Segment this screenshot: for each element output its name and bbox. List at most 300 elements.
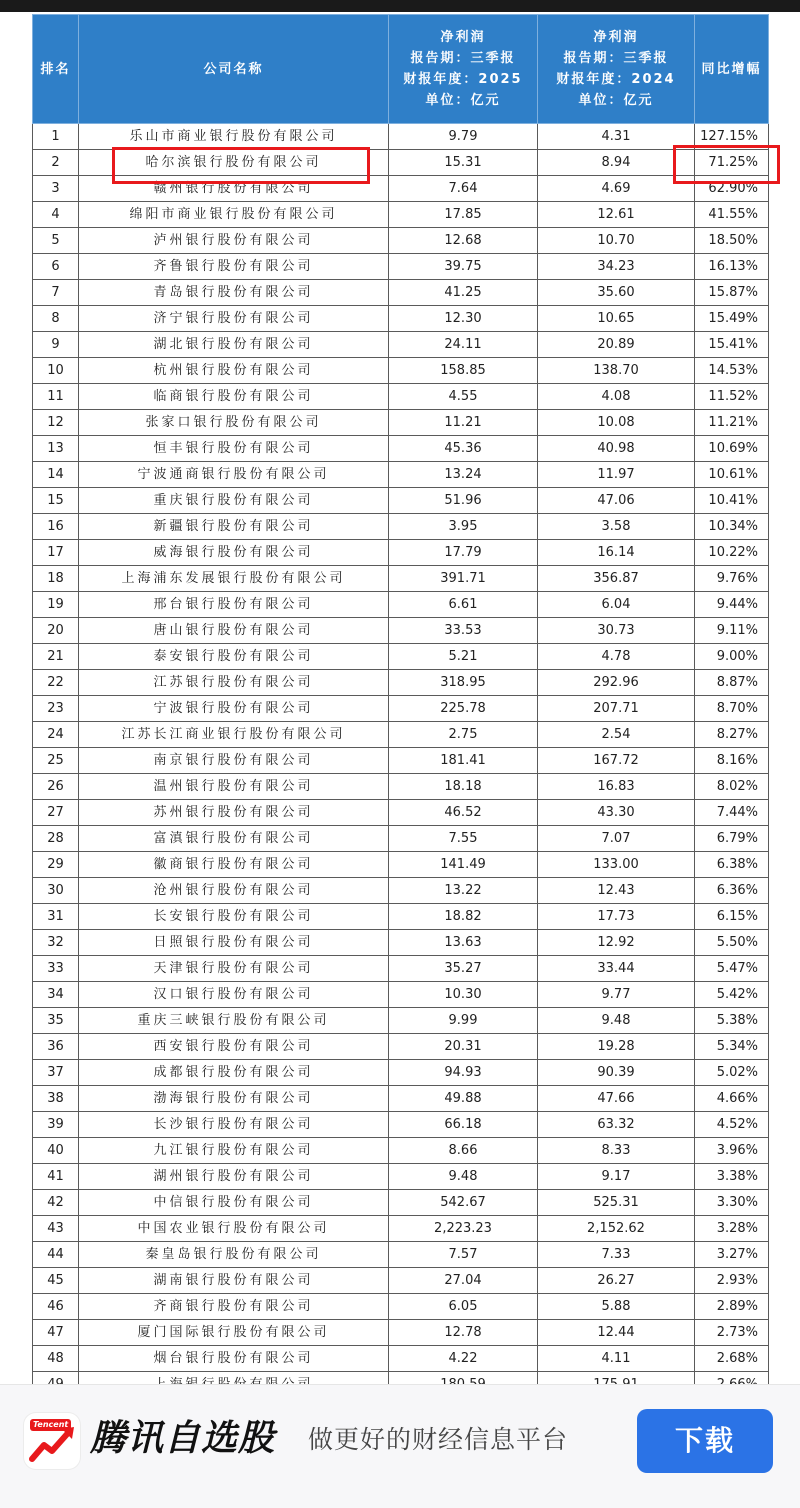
company-name-cell: 邢台银行股份有限公司 [79,592,389,618]
table-row [33,124,769,150]
net-profit-2024-cell: 12.92 [538,930,695,956]
net-profit-2024-cell: 12.44 [538,1320,695,1346]
net-profit-2025-cell: 6.05 [389,1294,538,1320]
net-profit-2024-cell: 12.43 [538,878,695,904]
company-name-cell: 重庆三峡银行股份有限公司 [79,1008,389,1034]
table-row [33,1346,769,1372]
yoy-growth-cell: 9.11% [695,618,769,644]
company-name-cell: 湖北银行股份有限公司 [79,332,389,358]
rank-cell: 22 [33,670,79,696]
table-row [33,280,769,306]
rank-cell: 30 [33,878,79,904]
net-profit-2025-cell: 12.30 [389,306,538,332]
table-body [33,124,769,1398]
net-profit-2025-cell: 10.30 [389,982,538,1008]
header-yoy-growth: 同比增幅 [695,15,769,124]
table-row [33,800,769,826]
rank-cell: 8 [33,306,79,332]
table-row [33,202,769,228]
rank-cell: 5 [33,228,79,254]
net-profit-2025-cell: 13.63 [389,930,538,956]
company-name-cell: 温州银行股份有限公司 [79,774,389,800]
net-profit-2025-cell: 2.75 [389,722,538,748]
net-profit-2025-cell: 2,223.23 [389,1216,538,1242]
rank-cell: 19 [33,592,79,618]
yoy-growth-cell: 8.87% [695,670,769,696]
table-row [33,878,769,904]
net-profit-2025-cell: 318.95 [389,670,538,696]
rank-cell: 42 [33,1190,79,1216]
company-name-cell: 湖州银行股份有限公司 [79,1164,389,1190]
rank-cell: 26 [33,774,79,800]
net-profit-2025-cell: 5.21 [389,644,538,670]
table-row [33,306,769,332]
net-profit-2024-cell: 4.69 [538,176,695,202]
rank-cell: 41 [33,1164,79,1190]
app-logo [24,1413,80,1469]
net-profit-2025-cell: 18.82 [389,904,538,930]
company-name-cell: 泰安银行股份有限公司 [79,644,389,670]
rank-cell: 13 [33,436,79,462]
net-profit-2025-cell: 12.68 [389,228,538,254]
company-name-cell: 齐商银行股份有限公司 [79,1294,389,1320]
company-name-cell: 宁波银行股份有限公司 [79,696,389,722]
net-profit-2024-cell: 90.39 [538,1060,695,1086]
net-profit-2024-cell: 63.32 [538,1112,695,1138]
company-name-cell: 临商银行股份有限公司 [79,384,389,410]
net-profit-2024-cell: 7.33 [538,1242,695,1268]
net-profit-2025-cell: 66.18 [389,1112,538,1138]
rank-cell: 24 [33,722,79,748]
company-name-cell: 杭州银行股份有限公司 [79,358,389,384]
table-row [33,1190,769,1216]
yoy-growth-cell: 11.52% [695,384,769,410]
rank-cell: 43 [33,1216,79,1242]
table-row [33,410,769,436]
net-profit-2024-cell: 47.06 [538,488,695,514]
table-row [33,436,769,462]
net-profit-2024-cell: 207.71 [538,696,695,722]
company-name-cell: 新疆银行股份有限公司 [79,514,389,540]
company-name-cell: 中信银行股份有限公司 [79,1190,389,1216]
rank-cell: 29 [33,852,79,878]
rank-cell: 40 [33,1138,79,1164]
app-slogan: 做更好的财经信息平台 [308,1425,569,1454]
net-profit-2024-cell: 17.73 [538,904,695,930]
table-row [33,1164,769,1190]
net-profit-2024-cell: 19.28 [538,1034,695,1060]
net-profit-2025-cell: 13.22 [389,878,538,904]
yoy-growth-cell: 6.15% [695,904,769,930]
download-button[interactable]: 下载 [637,1409,773,1473]
company-name-cell: 重庆银行股份有限公司 [79,488,389,514]
table-row [33,1086,769,1112]
net-profit-2025-cell: 46.52 [389,800,538,826]
net-profit-2025-cell: 94.93 [389,1060,538,1086]
yoy-growth-cell: 5.42% [695,982,769,1008]
table-row [33,930,769,956]
table-row [33,228,769,254]
yoy-growth-cell: 15.41% [695,332,769,358]
table-row [33,1060,769,1086]
table-row [33,696,769,722]
rank-cell: 7 [33,280,79,306]
yoy-growth-cell: 10.61% [695,462,769,488]
net-profit-2024-cell: 12.61 [538,202,695,228]
rank-cell: 9 [33,332,79,358]
company-name-cell: 厦门国际银行股份有限公司 [79,1320,389,1346]
company-name-cell: 富滇银行股份有限公司 [79,826,389,852]
yoy-growth-cell: 3.38% [695,1164,769,1190]
net-profit-2024-cell: 4.31 [538,124,695,150]
net-profit-2024-cell: 30.73 [538,618,695,644]
company-name-cell: 长沙银行股份有限公司 [79,1112,389,1138]
rank-cell: 27 [33,800,79,826]
table-row [33,826,769,852]
table-row [33,462,769,488]
net-profit-2025-cell: 24.11 [389,332,538,358]
company-name-cell: 泸州银行股份有限公司 [79,228,389,254]
company-name-cell: 九江银行股份有限公司 [79,1138,389,1164]
net-profit-2025-cell: 4.55 [389,384,538,410]
rank-cell: 48 [33,1346,79,1372]
company-name-cell: 绵阳市商业银行股份有限公司 [79,202,389,228]
company-name-cell: 成都银行股份有限公司 [79,1060,389,1086]
company-name-cell: 渤海银行股份有限公司 [79,1086,389,1112]
net-profit-2024-cell: 2,152.62 [538,1216,695,1242]
yoy-growth-cell: 8.27% [695,722,769,748]
rank-cell: 25 [33,748,79,774]
rank-cell: 15 [33,488,79,514]
table-header-row [33,15,769,124]
yoy-growth-cell: 3.27% [695,1242,769,1268]
net-profit-2025-cell: 9.79 [389,124,538,150]
rank-cell: 3 [33,176,79,202]
net-profit-2025-cell: 4.22 [389,1346,538,1372]
rank-cell: 32 [33,930,79,956]
company-name-cell: 宁波通商银行股份有限公司 [79,462,389,488]
net-profit-2024-cell: 133.00 [538,852,695,878]
tencent-logo-tag: Tencent [30,1419,71,1431]
yoy-growth-cell: 14.53% [695,358,769,384]
net-profit-2025-cell: 18.18 [389,774,538,800]
table-row [33,514,769,540]
yoy-growth-cell: 3.96% [695,1138,769,1164]
net-profit-2025-cell: 391.71 [389,566,538,592]
company-name-cell: 汉口银行股份有限公司 [79,982,389,1008]
net-profit-2024-cell: 10.08 [538,410,695,436]
table-row [33,1008,769,1034]
net-profit-2025-cell: 158.85 [389,358,538,384]
table-row [33,670,769,696]
net-profit-2024-cell: 8.33 [538,1138,695,1164]
net-profit-2024-cell: 43.30 [538,800,695,826]
company-name-cell: 湖南银行股份有限公司 [79,1268,389,1294]
yoy-growth-cell: 5.50% [695,930,769,956]
rank-cell: 45 [33,1268,79,1294]
table-row [33,1320,769,1346]
company-name-cell: 哈尔滨银行股份有限公司 [79,150,389,176]
yoy-growth-cell: 8.16% [695,748,769,774]
table-row [33,358,769,384]
net-profit-2025-cell: 542.67 [389,1190,538,1216]
rank-cell: 39 [33,1112,79,1138]
net-profit-2025-cell: 9.48 [389,1164,538,1190]
company-name-cell: 徽商银行股份有限公司 [79,852,389,878]
net-profit-2024-cell: 10.65 [538,306,695,332]
app-name: 腾讯自选股 [90,1418,276,1459]
net-profit-2024-cell: 33.44 [538,956,695,982]
net-profit-2024-cell: 4.08 [538,384,695,410]
rank-cell: 10 [33,358,79,384]
yoy-growth-cell: 3.28% [695,1216,769,1242]
net-profit-2024-cell: 5.88 [538,1294,695,1320]
net-profit-2024-cell: 16.83 [538,774,695,800]
yoy-growth-cell: 10.41% [695,488,769,514]
table-row [33,176,769,202]
net-profit-2025-cell: 11.21 [389,410,538,436]
net-profit-2024-cell: 40.98 [538,436,695,462]
table-row [33,488,769,514]
yoy-growth-cell: 8.70% [695,696,769,722]
yoy-growth-cell: 5.02% [695,1060,769,1086]
table-row [33,1216,769,1242]
yoy-growth-cell: 15.87% [695,280,769,306]
rank-cell: 37 [33,1060,79,1086]
table-row [33,748,769,774]
table-row [33,618,769,644]
net-profit-2025-cell: 8.66 [389,1138,538,1164]
yoy-growth-cell: 16.13% [695,254,769,280]
yoy-growth-cell: 7.44% [695,800,769,826]
net-profit-2025-cell: 7.55 [389,826,538,852]
yoy-growth-cell: 2.73% [695,1320,769,1346]
status-bar [0,0,800,12]
net-profit-2025-cell: 20.31 [389,1034,538,1060]
rank-cell: 34 [33,982,79,1008]
net-profit-2024-cell: 35.60 [538,280,695,306]
yoy-growth-cell: 2.89% [695,1294,769,1320]
header-rank: 排名 [33,15,79,124]
net-profit-2025-cell: 39.75 [389,254,538,280]
net-profit-2025-cell: 7.57 [389,1242,538,1268]
net-profit-2024-cell: 9.48 [538,1008,695,1034]
net-profit-2024-cell: 292.96 [538,670,695,696]
net-profit-2024-cell: 16.14 [538,540,695,566]
company-name-cell: 天津银行股份有限公司 [79,956,389,982]
yoy-growth-cell: 4.52% [695,1112,769,1138]
table-row [33,1034,769,1060]
table-row [33,150,769,176]
net-profit-ranking-table [32,14,769,1398]
net-profit-2024-cell: 9.77 [538,982,695,1008]
yoy-growth-cell: 8.02% [695,774,769,800]
company-name-cell: 赣州银行股份有限公司 [79,176,389,202]
net-profit-2024-cell: 7.07 [538,826,695,852]
yoy-growth-cell: 3.30% [695,1190,769,1216]
table-row [33,774,769,800]
company-name-cell: 烟台银行股份有限公司 [79,1346,389,1372]
yoy-growth-cell: 9.44% [695,592,769,618]
yoy-growth-cell: 71.25% [695,150,769,176]
yoy-growth-cell: 2.93% [695,1268,769,1294]
table-row [33,1112,769,1138]
company-name-cell: 张家口银行股份有限公司 [79,410,389,436]
net-profit-2024-cell: 3.58 [538,514,695,540]
rank-cell: 31 [33,904,79,930]
company-name-cell: 沧州银行股份有限公司 [79,878,389,904]
net-profit-2025-cell: 27.04 [389,1268,538,1294]
net-profit-2025-cell: 33.53 [389,618,538,644]
net-profit-2025-cell: 49.88 [389,1086,538,1112]
table-row [33,1242,769,1268]
net-profit-2024-cell: 8.94 [538,150,695,176]
company-name-cell: 乐山市商业银行股份有限公司 [79,124,389,150]
yoy-growth-cell: 6.38% [695,852,769,878]
company-name-cell: 上海浦东发展银行股份有限公司 [79,566,389,592]
app-download-banner[interactable] [0,1384,800,1508]
net-profit-2025-cell: 141.49 [389,852,538,878]
net-profit-2024-cell: 10.70 [538,228,695,254]
net-profit-2024-cell: 4.11 [538,1346,695,1372]
net-profit-2024-cell: 9.17 [538,1164,695,1190]
yoy-growth-cell: 5.47% [695,956,769,982]
net-profit-2025-cell: 6.61 [389,592,538,618]
rank-cell: 28 [33,826,79,852]
header-net-profit-2024: 净利润 报告期：三季报 财报年度：2024 单位：亿元 [538,15,695,124]
rank-cell: 1 [33,124,79,150]
rank-cell: 36 [33,1034,79,1060]
company-name-cell: 青岛银行股份有限公司 [79,280,389,306]
net-profit-2024-cell: 167.72 [538,748,695,774]
company-name-cell: 苏州银行股份有限公司 [79,800,389,826]
yoy-growth-cell: 15.49% [695,306,769,332]
net-profit-2025-cell: 181.41 [389,748,538,774]
net-profit-2025-cell: 45.36 [389,436,538,462]
yoy-growth-cell: 4.66% [695,1086,769,1112]
table-row [33,982,769,1008]
net-profit-2024-cell: 11.97 [538,462,695,488]
yoy-growth-cell: 6.36% [695,878,769,904]
rank-cell: 18 [33,566,79,592]
rank-cell: 12 [33,410,79,436]
rank-cell: 33 [33,956,79,982]
net-profit-2025-cell: 225.78 [389,696,538,722]
rank-cell: 6 [33,254,79,280]
table-row [33,1138,769,1164]
rank-cell: 11 [33,384,79,410]
header-company: 公司名称 [79,15,389,124]
net-profit-2024-cell: 2.54 [538,722,695,748]
yoy-growth-cell: 41.55% [695,202,769,228]
rank-cell: 44 [33,1242,79,1268]
net-profit-2025-cell: 35.27 [389,956,538,982]
yoy-growth-cell: 5.38% [695,1008,769,1034]
net-profit-2024-cell: 138.70 [538,358,695,384]
net-profit-2024-cell: 26.27 [538,1268,695,1294]
yoy-growth-cell: 6.79% [695,826,769,852]
yoy-growth-cell: 9.76% [695,566,769,592]
rank-cell: 47 [33,1320,79,1346]
net-profit-2025-cell: 13.24 [389,462,538,488]
company-name-cell: 济宁银行股份有限公司 [79,306,389,332]
net-profit-2025-cell: 41.25 [389,280,538,306]
yoy-growth-cell: 5.34% [695,1034,769,1060]
net-profit-2024-cell: 34.23 [538,254,695,280]
net-profit-2025-cell: 17.79 [389,540,538,566]
net-profit-2024-cell: 20.89 [538,332,695,358]
yoy-growth-cell: 10.34% [695,514,769,540]
net-profit-2025-cell: 9.99 [389,1008,538,1034]
net-profit-2025-cell: 12.78 [389,1320,538,1346]
company-name-cell: 江苏银行股份有限公司 [79,670,389,696]
net-profit-2025-cell: 17.85 [389,202,538,228]
header-net-profit-2025: 净利润 报告期：三季报 财报年度：2025 单位：亿元 [389,15,538,124]
net-profit-2025-cell: 51.96 [389,488,538,514]
table-row [33,1294,769,1320]
ranking-table-image [32,14,769,1384]
rank-cell: 14 [33,462,79,488]
table-row [33,644,769,670]
net-profit-2025-cell: 3.95 [389,514,538,540]
net-profit-2024-cell: 356.87 [538,566,695,592]
table-row [33,722,769,748]
company-name-cell: 威海银行股份有限公司 [79,540,389,566]
yoy-growth-cell: 10.22% [695,540,769,566]
rank-cell: 23 [33,696,79,722]
table-row [33,540,769,566]
table-row [33,904,769,930]
yoy-growth-cell: 11.21% [695,410,769,436]
yoy-growth-cell: 9.00% [695,644,769,670]
rank-cell: 4 [33,202,79,228]
company-name-cell: 秦皇岛银行股份有限公司 [79,1242,389,1268]
rank-cell: 20 [33,618,79,644]
rank-cell: 16 [33,514,79,540]
company-name-cell: 中国农业银行股份有限公司 [79,1216,389,1242]
company-name-cell: 日照银行股份有限公司 [79,930,389,956]
rank-cell: 17 [33,540,79,566]
company-name-cell: 南京银行股份有限公司 [79,748,389,774]
rank-cell: 35 [33,1008,79,1034]
company-name-cell: 恒丰银行股份有限公司 [79,436,389,462]
table-row [33,384,769,410]
yoy-growth-cell: 127.15% [695,124,769,150]
rank-cell: 46 [33,1294,79,1320]
table-row [33,852,769,878]
rank-cell: 21 [33,644,79,670]
net-profit-2024-cell: 6.04 [538,592,695,618]
rank-cell: 38 [33,1086,79,1112]
company-name-cell: 长安银行股份有限公司 [79,904,389,930]
table-row [33,1268,769,1294]
company-name-cell: 齐鲁银行股份有限公司 [79,254,389,280]
table-row [33,592,769,618]
table-row [33,566,769,592]
company-name-cell: 西安银行股份有限公司 [79,1034,389,1060]
yoy-growth-cell: 2.68% [695,1346,769,1372]
net-profit-2024-cell: 4.78 [538,644,695,670]
company-name-cell: 唐山银行股份有限公司 [79,618,389,644]
rising-chart-icon [24,1413,80,1469]
table-row [33,332,769,358]
company-name-cell: 江苏长江商业银行股份有限公司 [79,722,389,748]
net-profit-2024-cell: 47.66 [538,1086,695,1112]
yoy-growth-cell: 62.90% [695,176,769,202]
yoy-growth-cell: 10.69% [695,436,769,462]
yoy-growth-cell: 18.50% [695,228,769,254]
net-profit-2025-cell: 7.64 [389,176,538,202]
